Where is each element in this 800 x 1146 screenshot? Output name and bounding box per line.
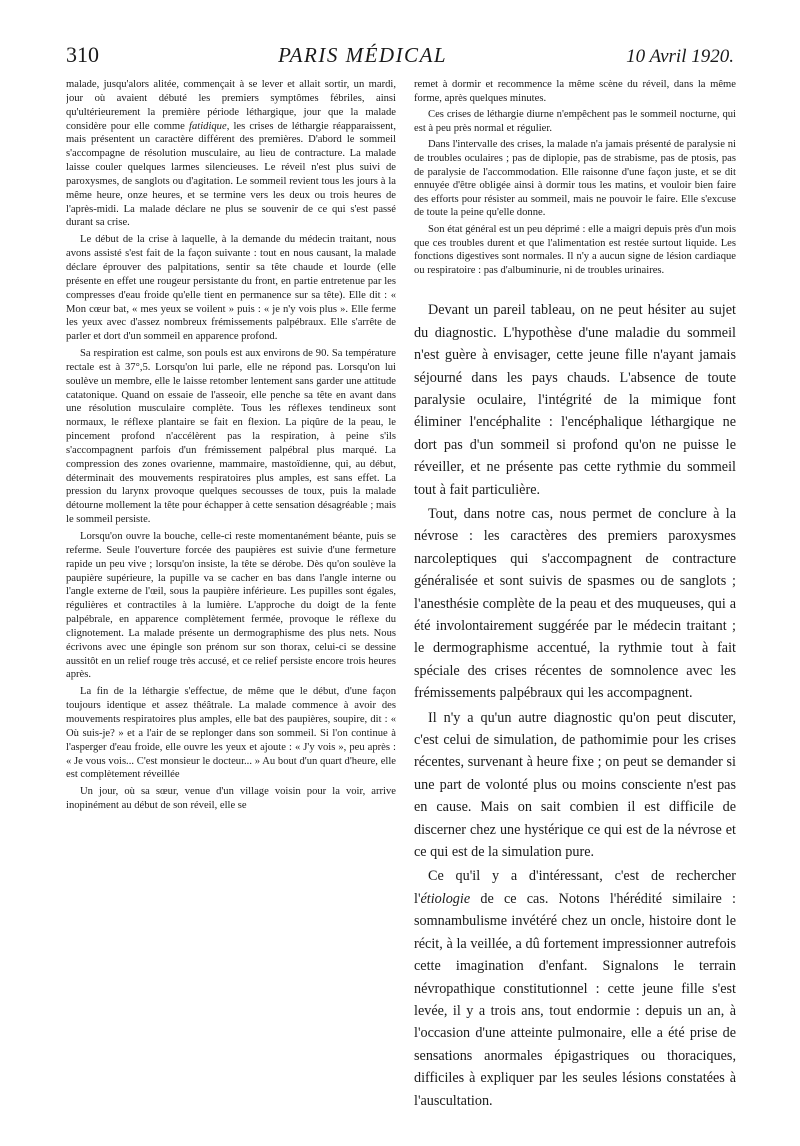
right-paragraph-4: Son état général est un peu déprimé : elle a maigri depuis près d'un mois que ces troubles durent et que l'alimentation est restée surtout liquide. Les fonctions digestives sont normales. Il n'y a aucun signe de lésion cardiaque ou respiratoire : pas d'albuminurie, ni de troubles urinaires. (414, 223, 736, 276)
right-paragraph-3: Dans l'intervalle des crises, la malade n'a jamais présenté de paralysie ni de troubles oculaires ; pas de diplopie, pas de strabisme, pas de ptosis, pas de paralysie de l'accommodation. Elle raisonne d'une façon juste, et se dit ennuyée d'être obligée ainsi à dormir tous les matins, et vouloir bien faire des efforts pour résister au sommeil, mais ne pouvoir le faire. Elle s'excuse de toute la peine qu'elle donne. (414, 139, 736, 219)
left-paragraph-4: Lorsqu'on ouvre la bouche, celle-ci reste momentanément béante, puis se referme. Seule l'ouverture forcée des paupières est suivie d'une fermeture rapide un peu vive ; lorsqu'on insiste, la tête se dérobe. Dès qu'on soulève la paupière supérieure, la pupille va se cacher en bas dans l'angle interne ou l'angle externe de l'œil, sous la paupière inférieure. Les pupilles sont égales, régulières et contractiles à la lumière. L'approche du doigt de la fente palpébrale, en apparence complètement fermée, provoque le réflexe du clignotement. La malade présente un dermographisme des plus nets. Nous écrivons avec une épingle son prénom sur son thorax, celui-ci se dessine aussitôt en un relief rouge très accusé, et ce relief persiste encore trois heures après. (66, 531, 396, 681)
right-paragraph-5: Devant un pareil tableau, on ne peut hésiter au sujet du diagnostic. L'hypothèse d'une maladie du sommeil n'est guère à envisager, cette jeune fille n'ayant jamais séjourné dans les pays chauds. L'absence de toute paralysie oculaire, l'intégrité de la mimique font éliminer l'encéphalite : l'encéphalique léthargique ne dort pas d'un sommeil si profond qu'on ne puisse le réveiller, et ne présente pas cette rythmie du sommeil tout à fait particulière. (414, 302, 736, 498)
left-paragraph-2: Le début de la crise à laquelle, à la demande du médecin traitant, nous avons assisté s'est fait de la façon suivante : tout en nous causant, la malade déclare éprouver des palpitations, sentir sa tête chaude et lourde (elle présente en effet une rougeur persistante du front, en partie entretenue par les compresses d'eau froide qu'elle tient en permanence sur sa tête). Elle dit : « Mon cœur bat, « mes yeux se voilent » puis : « je n'y vois plus ». Elle ferme les yeux avec d'assez nombreux frémissements palpébraux. Elle s'arrête de parler et dort d'un sommeil en apparence profond. (66, 234, 396, 343)
right-paragraph-6: Tout, dans notre cas, nous permet de conclure à la névrose : les caractères des premiers paroxysmes narcoleptiques qui s'accompagnent de contracture généralisée et sont suivis de spasmes ou de sanglots ; l'anesthésie complète de la peau et des muqueuses, qui a été involontairement suggérée par le médecin traitant ; le dermographisme accentué, la rythmie tout à fait spéciale des crises récentes de somnolence avec les frémissements palpébraux qui les accompagnent. (414, 505, 736, 702)
page-number: 310 (66, 42, 99, 67)
journal-title: PARIS MÉDICAL (278, 43, 448, 67)
right-paragraph-8: Ce qu'il y a d'intéressant, c'est de rechercher l'étiologie de ce cas. Notons l'hérédité similaire : somnambulisme invétéré chez un oncle, histoire dont le récit, à la veillée, a dû fortement impressionner autrefois cette imagination d'enfant. Signalons le terrain névropathique constitutionnel : cette jeune fille s'est levée, il y a trois ans, tout endormie : depuis un an, à l'occasion d'une atteinte pulmonaire, elle a été prise de sensations anormales épigastriques ou thoraciques, difficiles à expliquer par les seules lésions constatées à l'auscultation. (414, 868, 736, 1108)
right-small-text-block (414, 78, 736, 277)
right-column (414, 78, 736, 1108)
left-paragraph-5: La fin de la léthargie s'effectue, de même que le début, d'une façon toujours identique et assez théâtrale. La malade commence à avoir des mouvements respiratoires plus amples, elle bat des paupières, soupire, dit : « Où suis-je? » et a l'air de se replonger dans son sommeil. Si l'on continue à l'asperger d'eau froide, elle ouvre les yeux et ajoute : « J'y vois », peu après : « Je vous vois... C'est monsieur le docteur... » Au bout d'un quart d'heure, elle est complètement réveillée (66, 686, 396, 781)
page-header (66, 42, 734, 76)
right-paragraph-1: remet à dormir et recommence la même scène du réveil, dans la même forme, après quelques minutes. (414, 79, 736, 104)
right-large-text-block (414, 299, 736, 1108)
issue-date: 10 Avril 1920. (626, 46, 734, 67)
left-paragraph-1: malade, jusqu'alors alitée, commençait à se lever et allait sortir, un mardi, jour où avaient débuté les premiers symptômes fébriles, ainsi qu'ultérieurement la première période léthargique, jour que la malade considère pour elle comme fatidique, les crises de léthargie réapparaissent, mais présentent un caractère différent des premières. D'abord le sommeil s'accompagne de résolution musculaire, au lieu de contracture. La malade laisse couler quelques larmes silencieuses. Le réveil n'est plus suivi de paroxysmes, de sanglots ou d'agitation. Le sommeil revient tous les jours à la même heure, onze heures, et se termine vers les deux ou trois heures de l'après-midi. La malade déclare ne plus se souvenir de ce qui s'est passé durant sa crise. (66, 79, 396, 229)
left-paragraph-3: Sa respiration est calme, son pouls est aux environs de 90. Sa température rectale est à 37°,5. Lorsqu'on lui parle, elle ne répond pas. Lorsqu'on lui soulève un membre, elle le laisse retomber lentement sans garder une attitude catatonique. Quand on essaie de l'asseoir, elle penche sa tête en avant dans une résolution musculaire complète. Tous les réflexes tendineux sont normaux, le réflexe plantaire se fait en flexion. La piqûre de la peau, le pincement profond n'accélèrent pas la respiration, à peine s'ils s'accompagnent parfois d'un frémissement palpébral plus marqué. La compression des zones ovarienne, mammaire, mastoïdienne, qui, au début, déterminait des mouvements respiratoires plus amples, est sans effet. La pression du larynx provoque quelques secousses de toux, puis la malade détourne mollement la tête pour échapper à cette sensation désagréable ; mais le sommeil persiste. (66, 348, 396, 526)
right-paragraph-7: Il n'y a qu'un autre diagnostic qu'on peut discuter, c'est celui de simulation, de pathomimie pour les crises récentes, survenant à heure fixe ; on peut se demander si une part de volonté plus ou moins consciente n'est pas en cause. Mais on sait combien il est difficile de discerner chez une hystérique ce qui est de la névrose et ce qui est de la simulation pure. (414, 709, 736, 861)
left-column (66, 78, 396, 1100)
left-paragraph-6: Un jour, où sa sœur, venue d'un village voisin pour la voir, arrive inopinément au début de son réveil, elle se (66, 786, 396, 812)
right-paragraph-2: Ces crises de léthargie diurne n'empêchent pas le sommeil nocturne, qui est à peu près normal et régulier. (414, 109, 736, 134)
